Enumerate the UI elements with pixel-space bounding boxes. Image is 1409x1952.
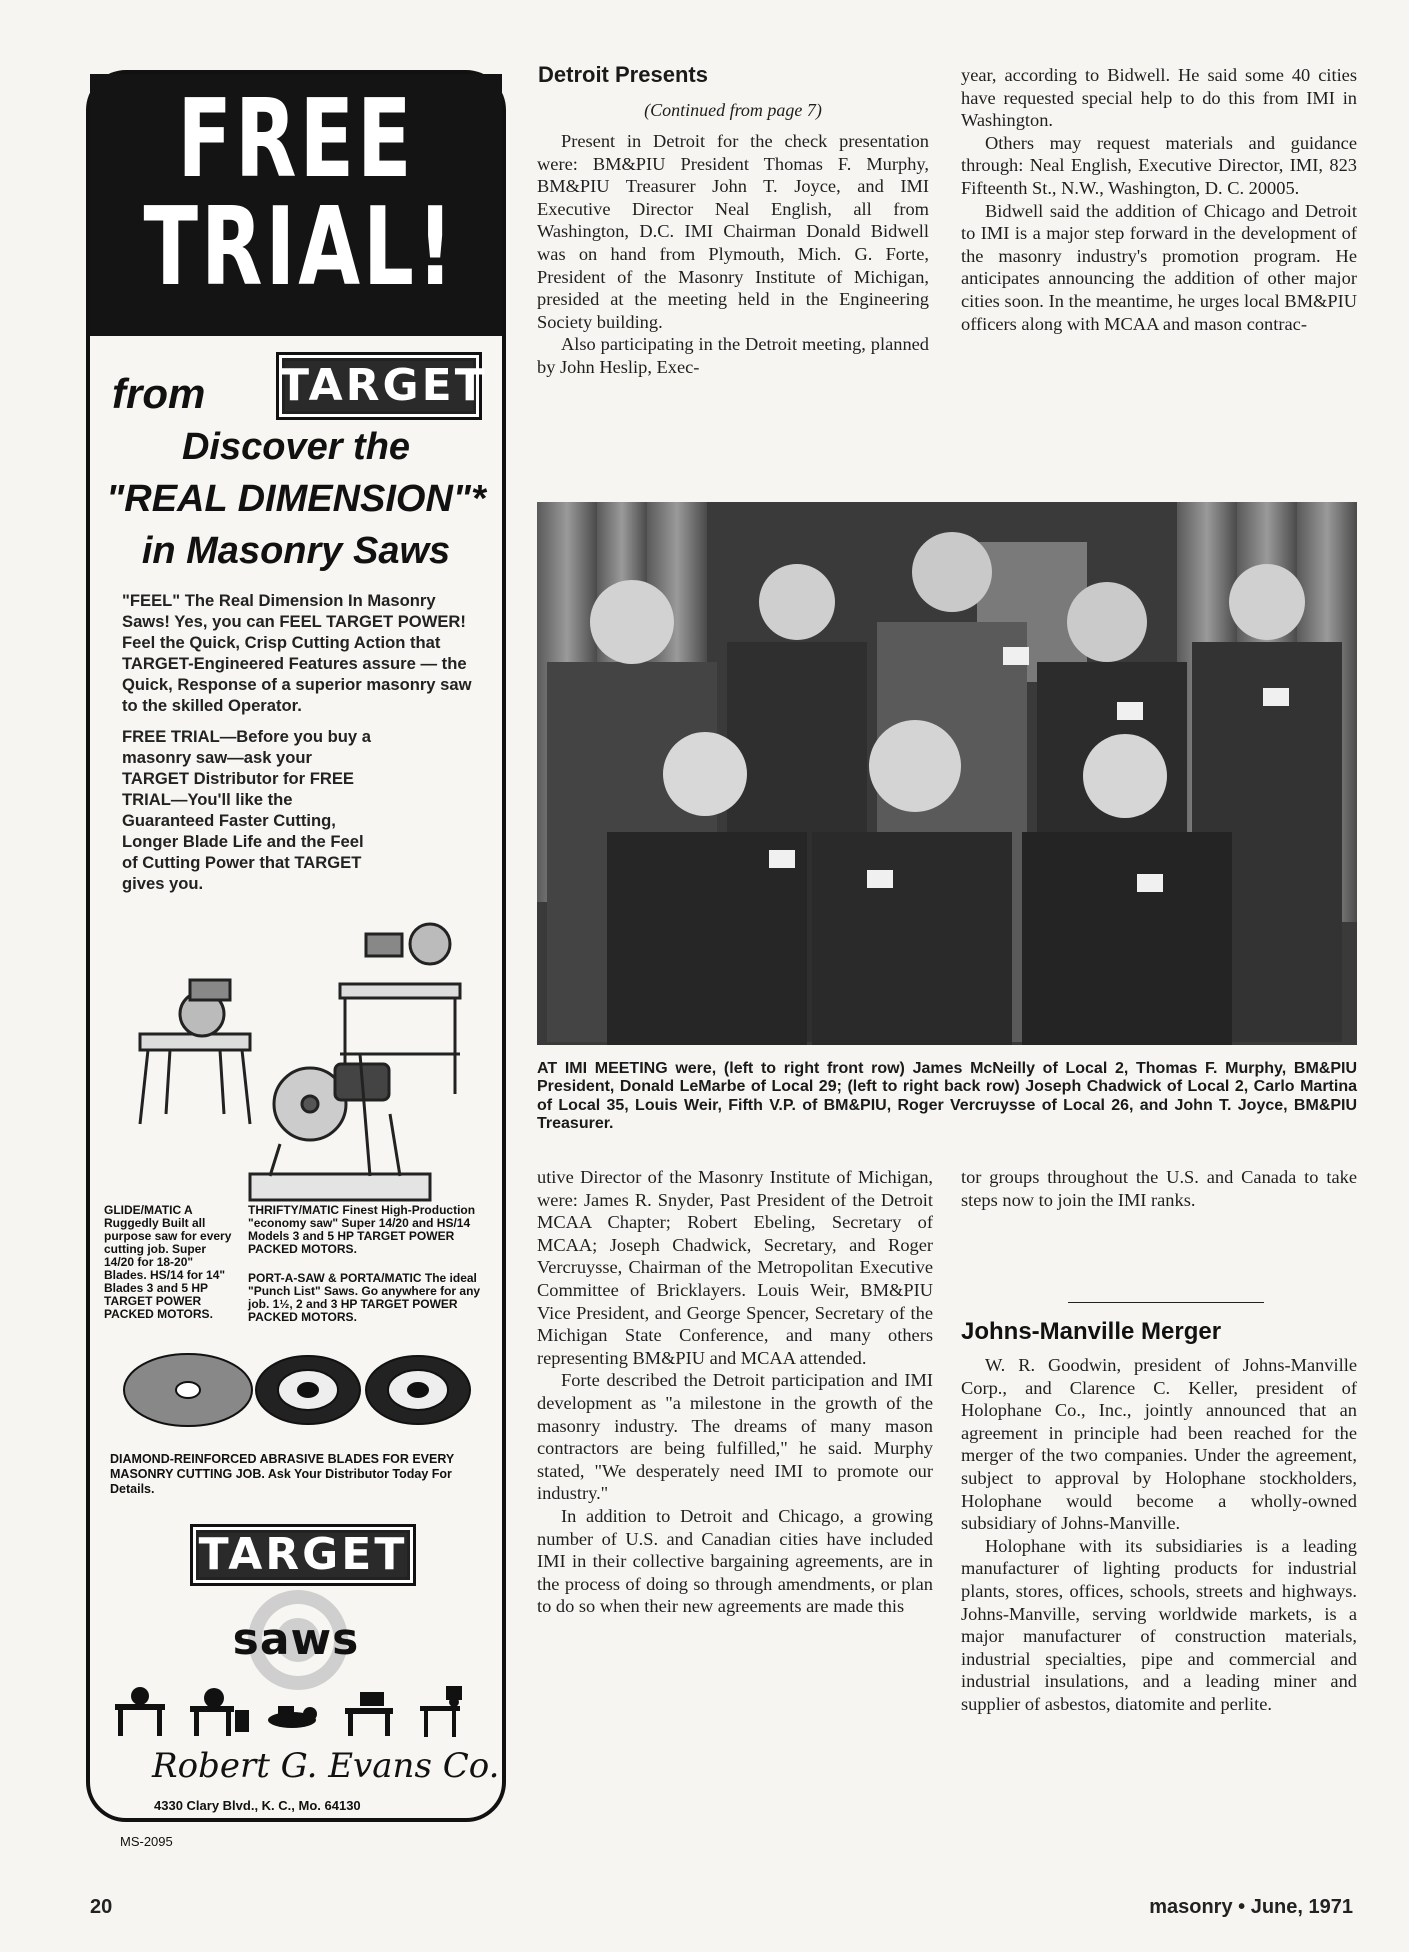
ad-headline-trial: TRIAL! xyxy=(143,185,457,310)
photo-caption: AT IMI MEETING were, (left to right front row) James McNeilly of Local 2, Thomas F. Murphy, BM&PIU President, Donald LeMarbe of Local 29; (left to right back row) Joseph Chadwick of Local 2, Carlo Martina of Local 35, Louis Weir, Fifth V.P. of BM&PIU, Roger Vercruysse of Local 26, and John T. Joyce, BM&PIU Treasurer. xyxy=(537,1060,1357,1133)
article-paragraph: tor groups throughout the U.S. and Canada to take steps now to join the IMI ranks. xyxy=(961,1167,1357,1210)
merger-article xyxy=(961,1354,1357,1716)
ad-headline-block xyxy=(90,74,502,336)
article-paragraph: Also participating in the Detroit meeting, planned by John Heslip, Exec- xyxy=(537,334,929,377)
group-photo xyxy=(537,502,1357,1045)
ad-discover-line1: Discover the xyxy=(181,426,411,468)
ad-code: MS-2095 xyxy=(120,1834,173,1849)
ad-from-text: from xyxy=(112,370,206,417)
continued-note: (Continued from page 7) xyxy=(644,100,822,120)
glide-matic-description: GLIDE/MATIC A Ruggedly Built all purpose saw for every cutting job. Super 14/20 for 18-20" Blades. HS/14 for 14" Blades 3 and 5 HP TARGET POWER PACKED MOTORS. xyxy=(104,1203,232,1321)
article-paragraph: Forte described the Detroit participation and IMI development as "a milestone in the growth of the masonry industry. The dreams of many mason contractors are being fulfilled," he said. Murphy stated, "We desperately need IMI to promote our industry." xyxy=(537,1370,933,1504)
masonry-saws-illustration xyxy=(130,914,480,1244)
article-paragraph: utive Director of the Masonry Institute of Michigan, were: James R. Snyder, Past President of the Detroit MCAA Chapter; Robert Ebeling, Secretary of MCAA; Joseph Chadwick, Secretary, and Roger Vercruysse, Chairman of the Metropolitan Executive Committee of Bricklayers. Louis Weir, BM&PIU Vice President, and George Spencer, Secretary of the Michigan State Conference, and many others representing BM&PIU and MCAA attended. xyxy=(537,1167,933,1368)
article-paragraph: In addition to Detroit and Chicago, a growing number of U.S. and Canadian cities have included IMI in their collective bargaining agreements, are in the process of doing so through amendments, or plan to do so when their new agreements are made this xyxy=(537,1505,933,1617)
ad-discover-line3: in Masonry Saws xyxy=(141,530,451,572)
merger-paragraph: Holophane with its subsidiaries is a leading manufacturer of lighting products for industrial plants, stores, offices, schools, streets and highways. Johns-Manville, serving worldwide markets, is a major manufacturer of construction materials, industrial specialties, pipe and commercial and industrial insulations, and a leading miner and supplier of asbestos, diatomite and perlite. xyxy=(961,1535,1357,1714)
blades-description: DIAMOND-REINFORCED ABRASIVE BLADES FOR EVERY MASONRY CUTTING JOB. Ask Your Distributor Today For Details. xyxy=(110,1452,455,1496)
abrasive-blades-illustration xyxy=(118,1350,478,1430)
page-number: 20 xyxy=(90,1896,113,1918)
article-column-2-bottom xyxy=(961,1166,1357,1211)
publication-footer: masonry • June, 1971 xyxy=(1149,1896,1353,1918)
port-a-saw-description: PORT-A-SAW & PORTA/MATIC The ideal "Punch List" Saws. Go anywhere for any job. 1½, 2 and 3 HP TARGET POWER PACKED MOTORS. xyxy=(248,1271,481,1324)
ad-body-paragraph: "FEEL" The Real Dimension In Masonry Saws! Yes, you can FEEL TARGET POWER! Feel the Quick, Crisp Cutting Action that TARGET-Engineered Features assure — the Quick, Response of a superior masonry saw to the skilled Operator. xyxy=(122,591,472,715)
robert-g-evans-signature: Robert G. Evans Co. xyxy=(152,1746,500,1786)
article-paragraph: Present in Detroit for the check presentation were: BM&PIU President Thomas F. Murphy, BM&PIU Treasurer John T. Joyce, and IMI Executive Director Neal English, all from Washington, D.C. IMI Chairman Donald Bidwell was on hand from Plymouth, Mich. G. Forte, President of the Masonry Institute of Michigan, presided at the meeting held in the Engineering Society building. xyxy=(537,131,929,332)
ad-body-copy xyxy=(122,590,488,904)
saws-wordmark: saws xyxy=(232,1614,360,1665)
section-divider xyxy=(1068,1302,1264,1303)
ad-body-paragraph: FREE TRIAL—Before you buy a masonry saw—ask your TARGET Distributor for FREE TRIAL—You'll like the Guaranteed Faster Cutting, Longer Blade Life and the Feel of Cutting Power that TARGET gives you. xyxy=(122,727,371,893)
target-logo: TARGET xyxy=(276,352,482,420)
merger-heading: Johns-Manville Merger xyxy=(961,1318,1222,1345)
target-logo-secondary: TARGET xyxy=(190,1524,416,1586)
article-column-1-bottom xyxy=(537,1166,933,1618)
article-heading: Detroit Presents xyxy=(538,62,708,87)
ad-address: 4330 Clary Blvd., K. C., Mo. 64130 xyxy=(154,1798,361,1813)
ad-discover-line2: "REAL DIMENSION"* xyxy=(106,478,486,520)
ad-headline-free: FREE xyxy=(177,77,415,202)
merger-paragraph: W. R. Goodwin, president of Johns-Manville Corp., and Clarence C. Keller, president of Holophane Co., Inc., jointly announced that an agreement in principle had been reached for the merger of the two companies. Under the agreement, subject to approval by Holophane stockholders, Holophane would become a wholly-owned subsidiary of Johns-Manville. xyxy=(961,1355,1357,1534)
article-column-1-top xyxy=(537,130,929,379)
target-saws-advertisement xyxy=(86,70,506,1849)
article-paragraph: year, according to Bidwell. He said some 40 cities have requested special help to do this from IMI in Washington. xyxy=(961,65,1357,131)
thrifty-matic-description: THRIFTY/MATIC Finest High-Production "economy saw" Super 14/20 and HS/14 Models 3 and 5 HP TARGET POWER PACKED MOTORS. xyxy=(248,1203,476,1256)
article-paragraph: Bidwell said the addition of Chicago and Detroit to IMI is a major step forward in the development of the masonry industry's promotion program. He anticipates announcing the addition of other major cities soon. In the meantime, he urges local BM&PIU officers along with MCAA and mason contrac- xyxy=(961,200,1357,334)
saw-silhouette-icons xyxy=(110,1680,490,1740)
article-column-2-top xyxy=(961,64,1357,335)
article-paragraph: Others may request materials and guidance through: Neal English, Executive Director, IMI, 823 Fifteenth St., N.W., Washington, D. C. 20005. xyxy=(961,132,1357,198)
